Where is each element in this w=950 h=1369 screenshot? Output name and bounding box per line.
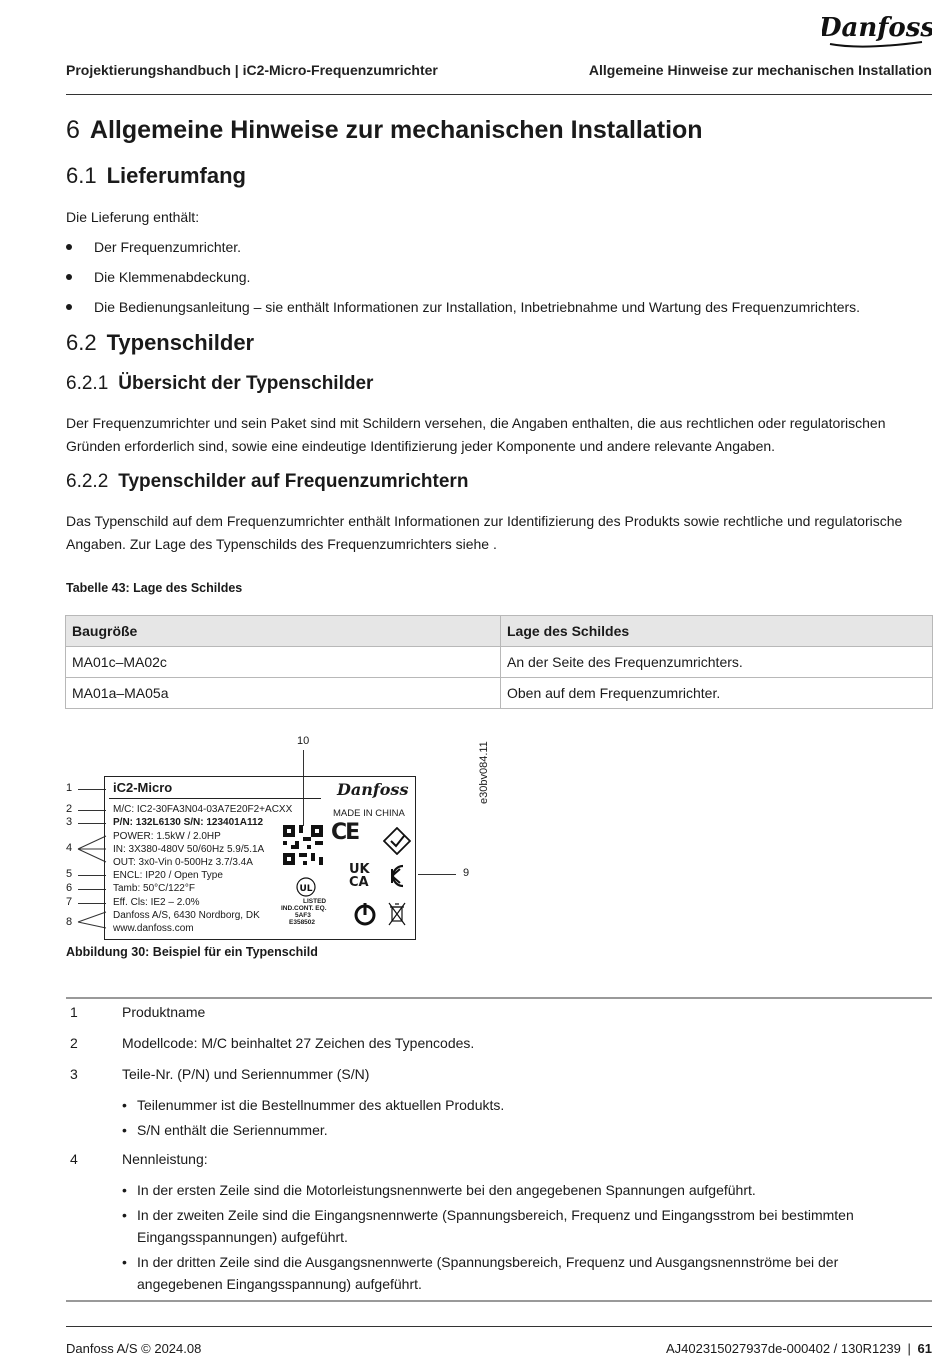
svg-text:UL: UL (299, 884, 313, 894)
section-6-1-heading: 6.1 Lieferumfang (66, 163, 246, 188)
header-rule (66, 94, 932, 95)
description-text: Teile-Nr. (P/N) und Seriennummer (S/N) (122, 1066, 370, 1082)
chapter-heading: 6 Allgemeine Hinweise zur mechanischen Installation (66, 116, 703, 144)
figure-caption: Abbildung 30: Beispiel für ein Typenschild (66, 945, 318, 959)
ul-ind-cont: IND.CONT. EQ. (281, 905, 327, 912)
section-6-2-heading: 6.2 Typenschilder (66, 330, 255, 355)
table-cell: MA01c–MA02c (66, 647, 501, 678)
callout-4: 4 (66, 842, 73, 854)
label-location-table (65, 615, 933, 709)
nameplate-power: POWER: 1.5kW / 2.0HP (113, 831, 221, 842)
footer-copyright: Danfoss A/S © 2024.08 (66, 1341, 202, 1356)
callout-6-leader (78, 889, 106, 890)
figure-code: e30bv084.11 (478, 741, 490, 804)
callout-2-leader (78, 810, 106, 811)
nameplate (104, 776, 416, 940)
ce-mark-icon: CE (331, 820, 359, 845)
ukca-mark-bottom: CA (349, 875, 369, 890)
description-number: 3 (70, 1066, 78, 1082)
description-text: Modellcode: M/C beinhaltet 27 Zeichen des Typencodes. (122, 1035, 475, 1051)
callout-7-leader (78, 903, 106, 904)
list-top-rule (66, 997, 932, 999)
nameplate-divider (109, 798, 321, 799)
nameplate-address: Danfoss A/S, 6430 Nordborg, DK (113, 910, 260, 921)
energy-mark-icon (353, 901, 377, 927)
description-number: 1 (70, 1004, 78, 1020)
qr-code-icon (283, 825, 323, 865)
list-bottom-rule (66, 1300, 932, 1302)
table-cell: Oben auf dem Frequenzumrichter. (501, 678, 933, 709)
section-6-2-1-text: Der Frequenzumrichter und sein Paket sind mit Schildern versehen, die Angaben enthalten, die aus rechtlichen oder regulatorischen Gründen erforderlich sind, sowie eine eindeutige Identifizierung jeder Komponente und andere relevante Angaben. (66, 415, 886, 454)
description-number: 4 (70, 1151, 78, 1167)
footer-code: AJ402315027937de-000402 / 130R1239 (665, 1341, 901, 1356)
description-text: Produktname (122, 1004, 206, 1020)
table-header-row (66, 616, 933, 647)
nameplate-web: www.danfoss.com (113, 923, 194, 934)
nameplate-efficiency: Eff. Cls: IE2 – 2.0% (113, 897, 200, 908)
callout-5: 5 (66, 868, 73, 880)
table-cell: An der Seite des Frequenzumrichters. (501, 647, 933, 678)
ul-file-number: E358502 (289, 919, 316, 926)
callout-5-leader (78, 875, 106, 876)
description-text: Nennleistung: (122, 1151, 208, 1167)
ukca-mark-top: UK (349, 862, 370, 877)
made-in-china: MADE IN CHINA (333, 808, 405, 819)
table-row (66, 678, 933, 709)
callout-3: 3 (66, 816, 73, 828)
section-6-2-2-text: Das Typenschild auf dem Frequenzumrichter enthält Informationen zur Identifizierung des Produkts sowie rechtliche und regulatorische Angaben. Zur Lage des Typenschilds des Frequenzumrichters siehe . (66, 513, 903, 552)
culus-icon (291, 877, 321, 897)
callout-10: 10 (297, 735, 310, 747)
description-number: 2 (70, 1035, 78, 1051)
nameplate-output: OUT: 3x0-Vin 0-500Hz 3.7/3.4A (113, 857, 253, 868)
callout-2: 2 (66, 803, 73, 815)
table-header-cell: Baugröße (66, 616, 501, 647)
page-number: 61 (917, 1341, 932, 1356)
callout-6: 6 (66, 882, 73, 894)
nameplate-pn-sn: P/N: 132L6130 S/N: 123401A112 (113, 817, 264, 828)
header-section-title: Allgemeine Hinweise zur mechanischen Installation (588, 62, 932, 78)
header-doc-title: Projektierungshandbuch | iC2-Micro-Frequenzumrichter (66, 62, 438, 78)
callout-1-leader (78, 789, 106, 790)
nameplate-danfoss-logo: Danfoss (337, 780, 409, 799)
ul-5af3: 5AF3 (295, 912, 311, 919)
table-row (66, 647, 933, 678)
callout-9: 9 (463, 867, 470, 879)
kc-mark-icon (385, 863, 407, 889)
danfoss-logo (822, 6, 932, 50)
callout-9-leader (418, 874, 456, 875)
callout-8: 8 (66, 916, 73, 928)
table-caption: Tabelle 43: Lage des Schildes (66, 581, 243, 595)
ul-listed: LISTED (303, 898, 327, 905)
nameplate-enclosure: ENCL: IP20 / Open Type (113, 870, 223, 881)
callout-7: 7 (66, 896, 73, 908)
weee-bin-icon (387, 901, 407, 927)
section-6-2-2-heading: 6.2.2 Typenschilder auf Frequenzumrichtern (66, 471, 469, 492)
table-cell: MA01a–MA05a (66, 678, 501, 709)
callout-1: 1 (66, 782, 73, 794)
footer-doc-code: AJ402315027937de-000402 / 130R1239 | 61 (665, 1341, 932, 1356)
rcm-mark-icon (383, 827, 411, 855)
footer-rule (66, 1326, 932, 1327)
nameplate-input: IN: 3X380-480V 50/60Hz 5.9/5.1A (113, 844, 265, 855)
callout-3-leader (78, 823, 106, 824)
logo-text: Danfoss (822, 13, 932, 43)
delivery-intro: Die Lieferung enthält: (66, 209, 200, 225)
nameplate-product: iC2-Micro (113, 780, 173, 795)
nameplate-model-code: M/C: IC2-30FA3N04-03A7E20F2+ACXX (113, 804, 293, 815)
section-6-2-1-heading: 6.2.1 Übersicht der Typenschilder (66, 373, 374, 394)
table-header-cell: Lage des Schildes (501, 616, 933, 647)
nameplate-tamb: Tamb: 50°C/122°F (113, 883, 195, 894)
